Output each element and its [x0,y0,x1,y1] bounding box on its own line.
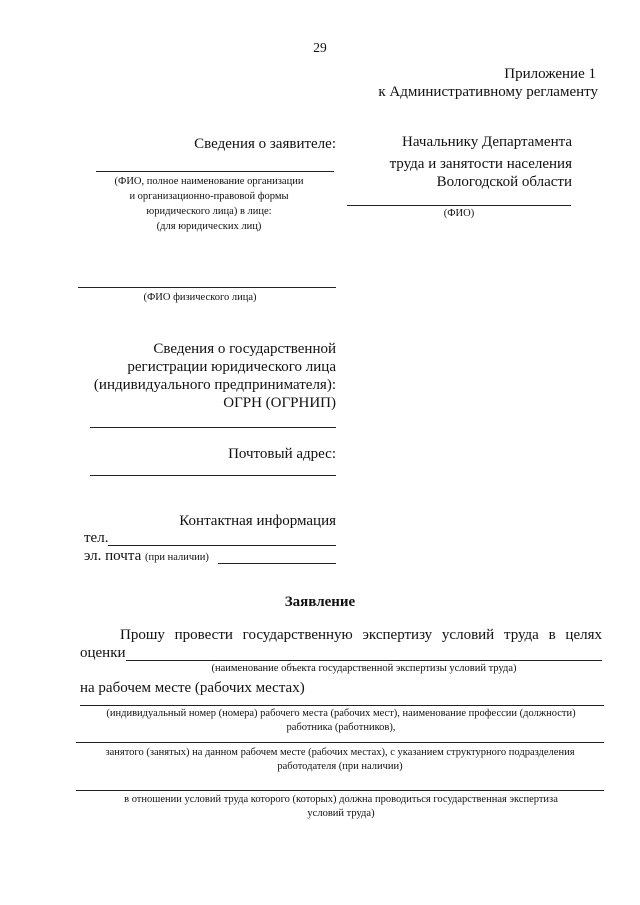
workplace-caption [76,707,606,735]
caption-line: в отношении условий труда которого (которых) должна проводиться государственная экспертиза [124,794,558,805]
conditions-caption [76,793,606,821]
caption-line: работника (работников), [286,722,396,733]
registration-line: регистрации юридического лица [127,359,336,375]
email-label [84,548,209,565]
recipient-fio-line[interactable] [347,205,571,206]
caption-line: (индивидуальный номер (номера) рабочего места (рабочих мест), наименование профессии (должности) [106,708,576,719]
statement-title: Заявление [284,594,356,610]
postal-address-line[interactable] [90,475,336,476]
appendix-subtitle: к Административному регламенту [378,84,598,100]
registration-line: ОГРН (ОГРНИП) [223,395,336,411]
caption-line: (для юридических лиц) [156,221,262,232]
appendix-title: Приложение 1 [504,66,596,82]
caption-line: юридического лица) в лице: [146,206,272,217]
assessment-object-line[interactable] [126,660,602,661]
employee-line[interactable] [76,742,604,743]
caption-line: работодателя (при наличии) [277,761,403,772]
recipient-line-2: труда и занятости населения [389,156,572,172]
registration-line: Сведения о государственной [153,341,336,357]
applicant-heading: Сведения о заявителе: [194,136,336,152]
registration-line: (индивидуального предпринимателя): [93,377,336,393]
employee-caption [70,746,610,774]
caption-line: (ФИО, полное наименование организации [114,176,304,187]
ogrn-line[interactable] [90,427,336,428]
email-note: (при наличии) [144,552,209,563]
recipient-line-3: Вологодской области [436,174,572,190]
postal-address-label: Почтовый адрес: [228,446,336,462]
assess-word: оценки [80,645,126,661]
email-line[interactable] [218,563,336,564]
caption-line: условий труда) [307,808,375,819]
assessment-object-caption: (наименование объекта государственной экспертизы условий труда) [211,663,517,674]
individual-fio-line[interactable] [78,287,336,288]
recipient-fio-caption: (ФИО) [443,208,475,219]
recipient-line-1: Начальнику Департамента [402,134,572,150]
individual-fio-caption: (ФИО физического лица) [143,292,257,303]
email-label-text: эл. почта [84,548,142,564]
contact-heading: Контактная информация [179,513,336,529]
registration-block [70,340,336,412]
legal-entity-line[interactable] [96,171,334,172]
caption-line: и организационно-правовой формы [129,191,289,202]
conditions-line[interactable] [76,790,604,791]
phone-label: тел. [84,530,109,546]
request-line: Прошу провести государственную экспертизу условий труда в целях [120,627,602,643]
page-number: 29 [313,40,327,55]
workplace-label: на рабочем месте (рабочих местах) [80,680,305,696]
phone-line[interactable] [108,545,336,546]
workplace-line[interactable] [80,705,604,706]
legal-entity-caption [80,174,338,234]
caption-line: занятого (занятых) на данном рабочем месте (рабочих местах), с указанием структурного подразделения [105,747,575,758]
